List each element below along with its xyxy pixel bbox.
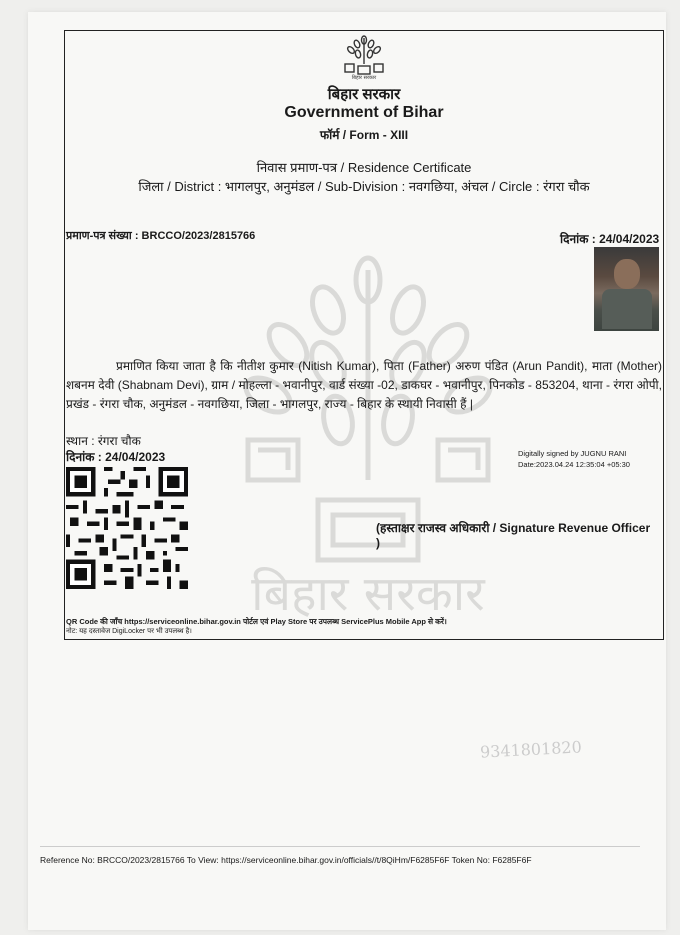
svg-text:बिहार सरकार: बिहार सरकार — [351, 75, 377, 80]
digital-sign-line-1: Digitally signed by JUGNU RANI — [518, 449, 627, 458]
digilocker-note: नोट: यह दस्तावेज DigiLocker पर भी उपलब्ध है। — [66, 628, 192, 635]
issue-date: दिनांक : 24/04/2023 — [560, 232, 660, 246]
place: स्थान : रंगरा चौक — [66, 434, 141, 448]
digital-sign-line-2: Date:2023.04.24 12:35:04 +05:30 — [518, 460, 630, 469]
certificate-body: प्रमाणित किया जाता है कि नीतीश कुमार (Nitish Kumar), पिता (Father) अरुण पंडित (Arun Pandit), माता (Mother) शबनम देवी (Shabnam Devi), ग्राम / मोहल्ला - भवानीपुर, वार्ड संख्या -02, डाकघर - भवानीपुर, पिनकोड - 853204, थाना - रंगरा ओपी, प्रखंड - रंगरा चौक, अनुमंडल - नवगछिया, जिला - भागलपुर, राज्य - बिहार के स्थायी निवासी हैं | — [66, 359, 662, 411]
watermark-text: बिहार सरकार — [251, 566, 485, 622]
handwritten-number: 9341801820 — [479, 737, 583, 762]
digital-signature — [518, 448, 630, 470]
officer-signature-label: (हस्ताक्षर राजस्व अधिकारी / Signature Revenue Officer ) — [376, 521, 651, 550]
bihar-emblem-icon — [339, 34, 389, 80]
jurisdiction-line: जिला / District : भागलपुर, अनुमंडल / Sub-Division : नवगछिया, अंचल / Circle : रंगरा चौक — [138, 179, 590, 194]
title-hindi: बिहार सरकार — [327, 86, 401, 103]
qr-note: QR Code की जाँच https://serviceonline.bihar.gov.in पोर्टल एवं Play Store पर उपलब्ध ServicePlus Mobile App से करें। — [66, 617, 447, 626]
form-number: फॉर्म / Form - XIII — [319, 128, 409, 142]
footer-divider — [40, 846, 640, 847]
footer-reference: Reference No: BRCCO/2023/2815766 To View: https://serviceonline.bihar.gov.in/officials//t/8QiHm/F6285F6F Token No: F6285F6F — [40, 855, 532, 865]
title-english: Government of Bihar — [284, 104, 444, 121]
certificate-number: प्रमाण-पत्र संख्या : BRCCO/2023/2815766 — [66, 230, 256, 242]
place-date: दिनांक : 24/04/2023 — [66, 450, 166, 464]
applicant-photo — [594, 247, 659, 331]
certificate-type: निवास प्रमाण-पत्र / Residence Certificate — [256, 160, 472, 175]
qr-code-icon — [66, 467, 188, 589]
